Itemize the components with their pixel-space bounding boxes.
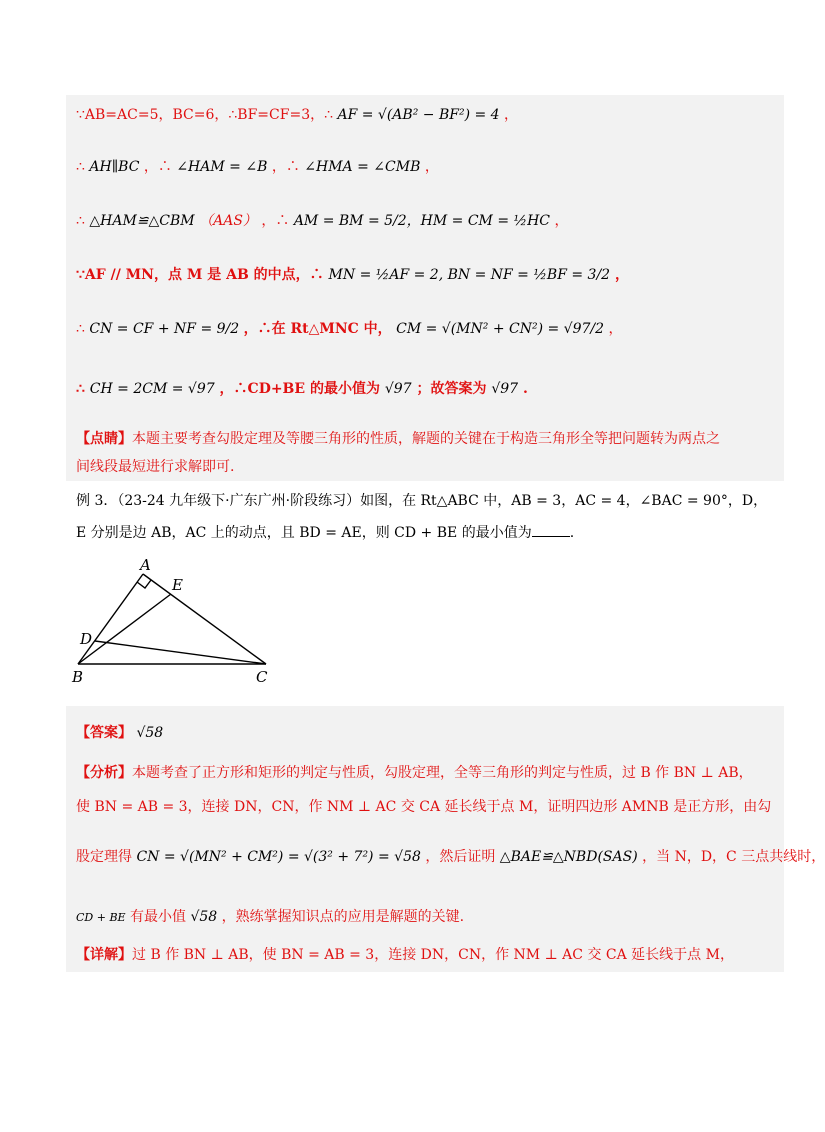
formula: √97 [491,381,519,397]
xiangjie-tag: 【详解】 [76,947,132,963]
text: （AAS） [199,213,257,229]
formula: CH = 2CM = √97 [89,381,215,397]
text: ，熟练掌握知识点的应用是解题的关键. [221,909,465,925]
formula: √97 [384,381,412,397]
label-a: A [140,556,151,574]
text: 本题主要考查勾股定理及等腰三角形的性质，解题的关键在于构造三角形全等把问题转为两点之 [132,431,720,447]
answer-value: √58 [136,725,164,741]
text: 股定理得 [76,849,132,865]
label-c: C [256,668,268,686]
text: ∴ [76,159,85,175]
label-b: B [72,668,84,686]
formula: AF = √(AB² − BF²) = 4 [337,107,500,123]
text: . [522,381,528,397]
dianjing-tag: 【点睛】 [76,431,132,447]
solution-line-3 [76,212,784,230]
label-e: E [172,576,183,594]
fenxi-line-2 [76,798,784,816]
formula: √58 [190,909,218,925]
fenxi-tag: 【分析】 [76,765,132,781]
text: ，当 N，D，C 三点共线时， [642,849,825,865]
text: ∴ [76,381,85,397]
solution-line-4 [76,266,784,284]
text: ；故答案为 [416,381,487,397]
answer-line [76,724,784,742]
text: ， [504,107,519,123]
text: ∴ [76,213,85,229]
example-question-line-1 [76,492,784,510]
text: ，∴ [143,159,172,175]
side-ab [78,574,143,664]
text: ，∴在 Rt△MNC 中， [243,321,392,337]
formula: △BAE≌△NBD(SAS) [499,849,638,865]
solution-line-6 [76,380,784,398]
formula: CD + BE [76,911,126,924]
label-d: D [80,630,93,648]
text: ， [424,159,439,175]
text: ， [554,213,569,229]
text: 有最小值 [130,909,187,925]
segment-be [78,594,171,664]
fenxi-line-3 [76,848,825,866]
formula: △HAM≌△CBM [89,213,195,229]
formula: AH∥BC [89,159,140,175]
text: . [569,525,575,541]
formula: MN = ½AF = 2, BN = NF = ½BF = 3/2 [328,267,611,283]
text: 使 BN = AB = 3，连接 DN，CN，作 NM ⊥ AC 交 CA 延长线于点 M，证明四边形 AMNB 是正方形，由勾 [76,799,772,815]
answer-tag: 【答案】 [76,725,132,741]
formula: CN = √(MN² + CM²) = √(3² + 7²) = √58 [136,849,421,865]
text: ，然后证明 [425,849,496,865]
fenxi-line-1 [76,764,784,782]
fenxi-line-4 [76,908,784,927]
solution-line-5 [76,320,784,338]
text: ， [614,267,629,283]
text: ，∴CD+BE 的最小值为 [219,381,380,397]
text: 过 B 作 BN ⊥ AB，使 BN = AB = 3，连接 DN，CN，作 NM ⊥ AC 交 CA 延长线于点 M， [132,947,734,963]
triangle-figure [70,556,280,686]
formula: CM = √(MN² + CN²) = √97/2 [396,321,605,337]
formula: AM = BM = 5/2，HM = CM = ½HC [293,213,551,229]
example-question-line-2 [76,524,784,542]
text: ∵AF // MN，点 M 是 AB 的中点，∴ [76,267,324,283]
solution-panel [66,95,784,481]
right-angle-mark [137,580,151,588]
text: 本题考查了正方形和矩形的判定与性质，勾股定理，全等三角形的判定与性质，过 B 作 BN ⊥ AB， [132,765,753,781]
text: 例 3．（23-24 九年级下·广东广州·阶段练习）如图，在 Rt△ABC 中，AB = 3，AC = 4，∠BAC = 90°，D， [76,493,768,509]
solution-line-1 [76,106,784,124]
formula: ∠HAM = ∠B [176,159,268,175]
text: ∵AB=AC=5，BC=6，∴BF=CF=3，∴ [76,107,334,123]
text: ，∴ [261,213,290,229]
text: ， [608,321,623,337]
dianjing-line-1 [76,430,784,448]
xiangjie-line-1 [76,946,784,964]
solution-line-2 [76,158,784,176]
dianjing-line-2 [76,458,784,476]
text: ∴ [76,321,85,337]
text: 间线段最短进行求解即可. [76,459,235,475]
answer-panel [66,706,784,972]
formula: CN = CF + NF = 9/2 [89,321,240,337]
answer-blank [532,524,570,537]
text: E 分别是边 AB，AC 上的动点，且 BD = AE，则 CD + BE 的最小值为 [76,525,532,541]
text: ，∴ [271,159,300,175]
formula: ∠HMA = ∠CMB [304,159,421,175]
